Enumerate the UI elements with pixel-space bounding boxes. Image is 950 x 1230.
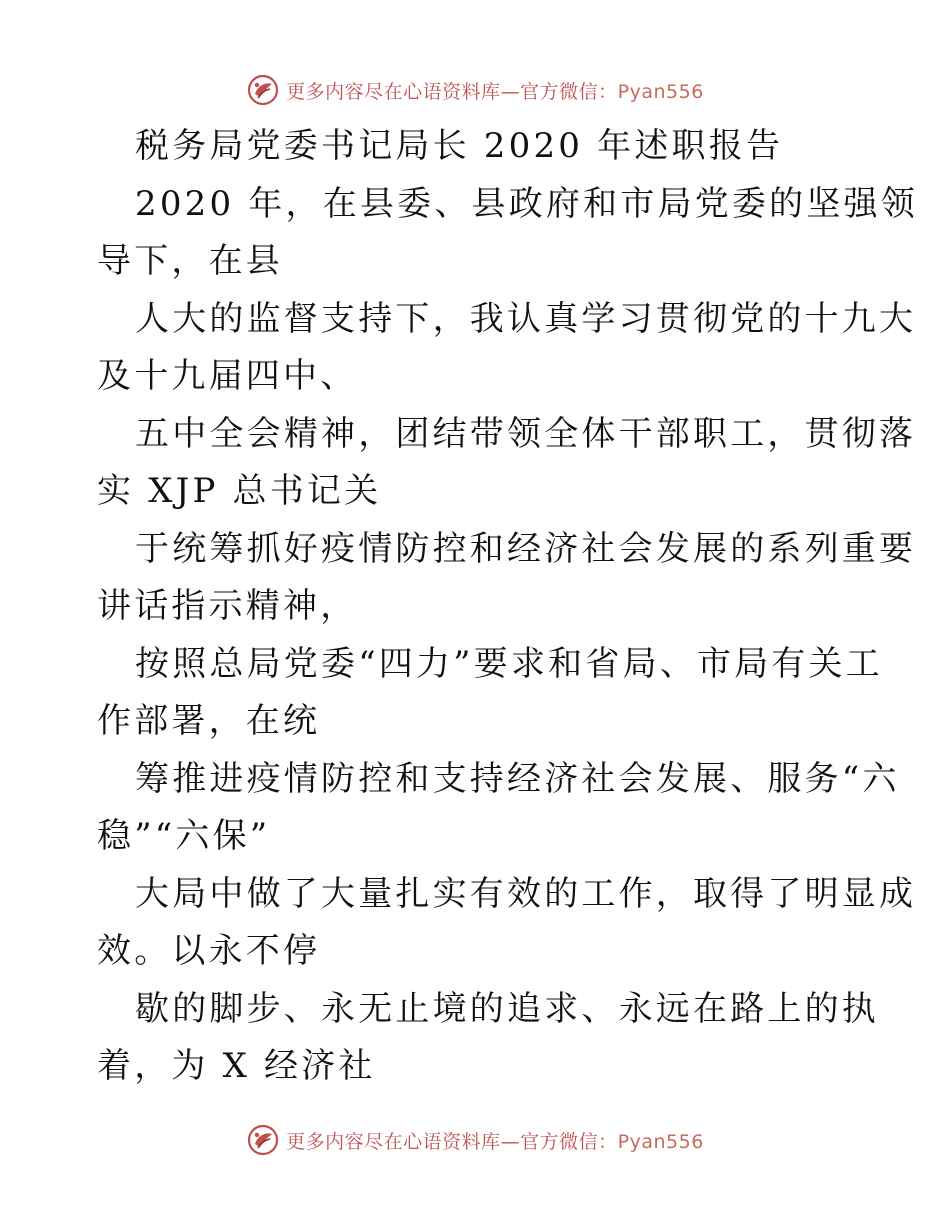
text-line: 着，为 X 经济社: [97, 1046, 376, 1086]
watermark-text: 更多内容尽在心语资料库—官方微信：Pyan556: [286, 1130, 704, 1153]
text-line: 人大的监督支持下，我认真学习贯彻党的十九大: [135, 298, 917, 339]
text-line: 歇的脚步、永无止境的追求、永远在路上的执: [135, 988, 879, 1029]
document-body: [97, 118, 918, 1096]
flower-logo-icon: [246, 1123, 280, 1157]
text-line: 大局中做了大量扎实有效的工作，取得了明显成: [135, 873, 917, 914]
text-line: 导下，在县: [97, 241, 283, 281]
flower-logo-icon: [246, 73, 280, 107]
text-line: 及十九届四中、: [97, 356, 358, 396]
footer-watermark: [0, 1122, 950, 1158]
text-line: 按照总局党委“四力”要求和省局、市局有关工: [135, 643, 883, 684]
header-watermark: [0, 72, 950, 108]
watermark-text: 更多内容尽在心语资料库—官方微信：Pyan556: [286, 80, 704, 103]
text-line: 于统筹抓好疫情防控和经济社会发展的系列重要: [135, 528, 917, 569]
text-line: 稳”“六保”: [97, 816, 271, 856]
text-line: 讲话指示精神，: [97, 586, 358, 626]
text-line: 五中全会精神，团结带领全体干部职工，贯彻落: [135, 413, 917, 454]
text-line: 作部署，在统: [97, 701, 321, 741]
text-line: 效。以永不停: [97, 931, 321, 971]
text-line: 实 XJP 总书记关: [97, 471, 382, 511]
text-line: 2020 年，在县委、县政府和市局党委的坚强领: [135, 183, 918, 224]
text-line: 税务局党委书记局长 2020 年述职报告: [135, 126, 784, 166]
text-line: 筹推进疫情防控和支持经济社会发展、服务“六: [135, 758, 900, 799]
